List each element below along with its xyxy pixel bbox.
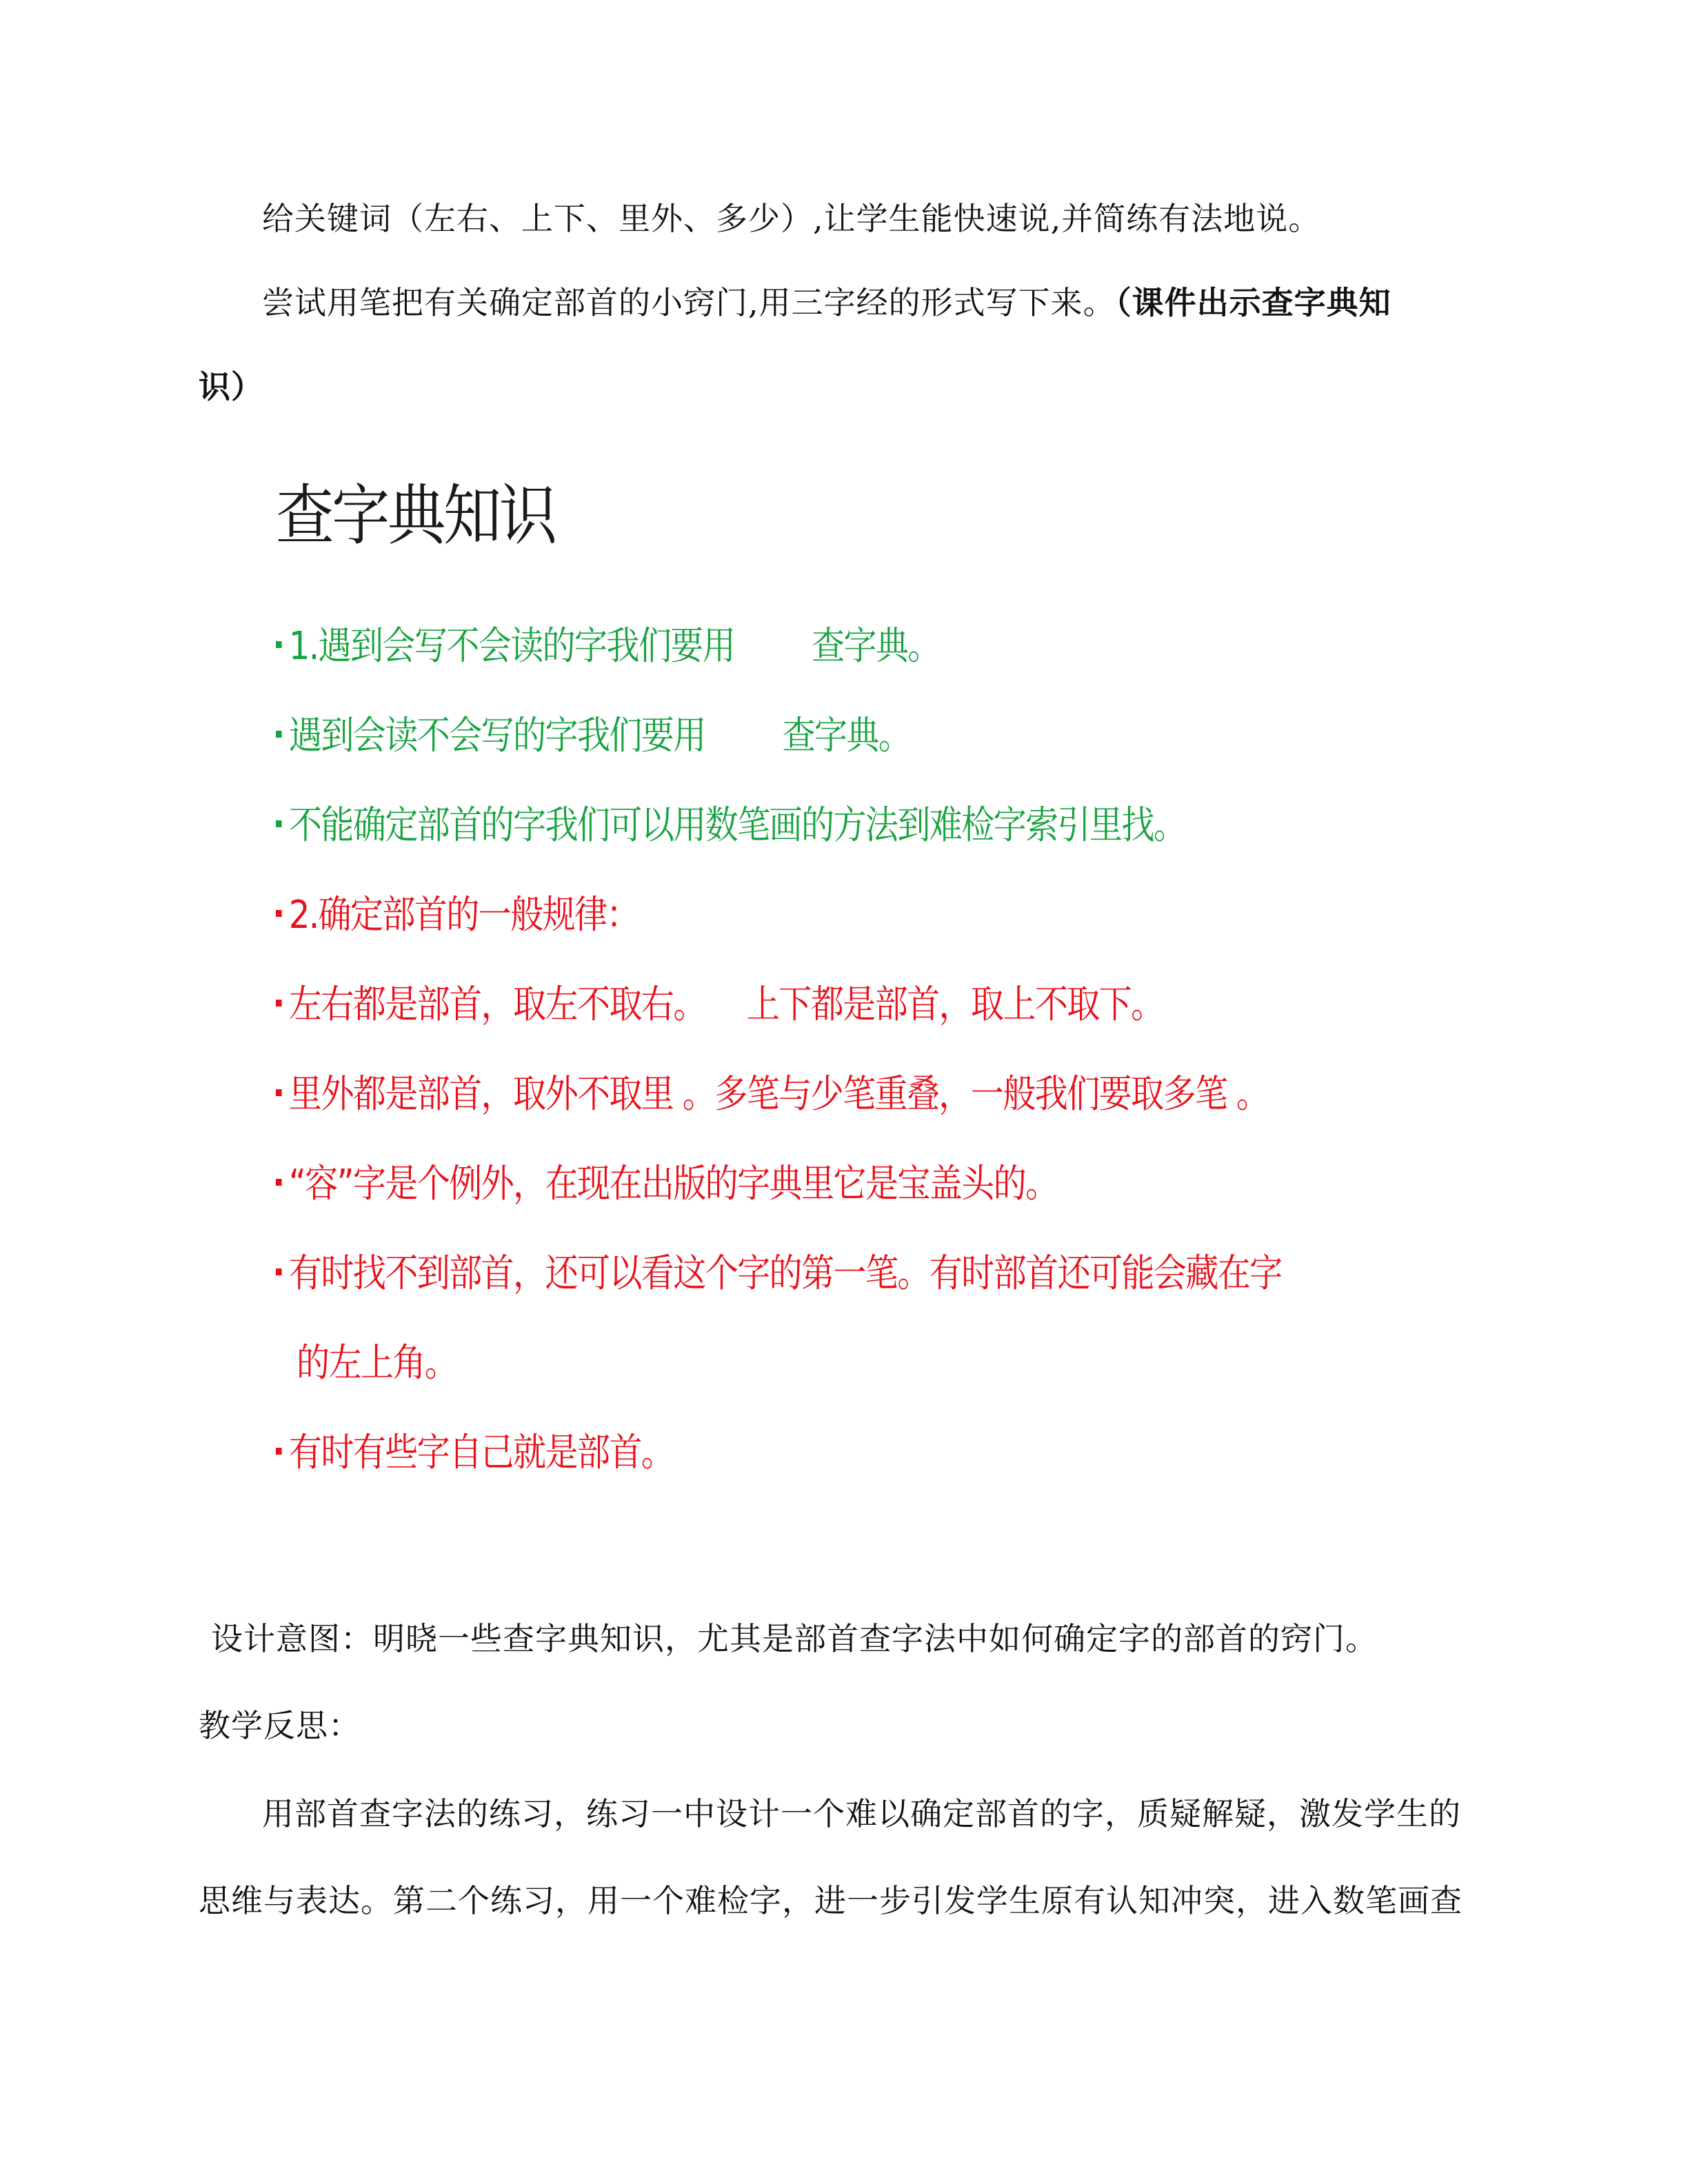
reflection-heading: 教学反思： bbox=[199, 1707, 361, 1744]
paragraph-keywords: 给关键词（左右、上下、里外、多少）,让学生能快速说,并简练有法地说。 bbox=[262, 200, 1321, 237]
bullet-text: 左右都是部首，取左不取右。 bbox=[288, 982, 705, 1027]
bullet-dot bbox=[276, 641, 282, 648]
bullet-text: 有时有些字自己就是部首。 bbox=[288, 1430, 674, 1475]
slide-title: 查字典知识 bbox=[276, 477, 555, 554]
bullet-dot bbox=[276, 1089, 282, 1096]
bullet-dot bbox=[276, 910, 282, 917]
bullet-8-continued: 的左上角。 bbox=[297, 1341, 457, 1386]
bullet-text: “容”字是个例外，在现在出版的字典里它是宝盖头的。 bbox=[288, 1162, 1058, 1206]
bullet-2 bbox=[276, 714, 911, 758]
paragraph-try-writing bbox=[262, 284, 1391, 322]
bullet-text: 里外都是部首，取外不取里 。多笔与少笔重叠，一般我们要取多笔 。 bbox=[288, 1072, 1269, 1117]
bullet-dot bbox=[276, 1448, 282, 1455]
paragraph-try-writing-text: 尝试用笔把有关确定部首的小窍门,用三字经的形式写下来。 bbox=[262, 284, 1116, 321]
bullet-dot bbox=[276, 1179, 282, 1186]
bullet-text-end: 查字典。 bbox=[811, 624, 940, 669]
courseware-note: （课件出示查字典知 bbox=[1115, 284, 1391, 321]
bullet-text: 2.确定部首的一般规律： bbox=[288, 893, 639, 938]
bullet-text: 1.遇到会写不会读的字我们要用 bbox=[288, 624, 735, 669]
bullet-4 bbox=[276, 893, 639, 938]
bullet-5 bbox=[276, 982, 1163, 1027]
bullet-3 bbox=[276, 803, 1186, 848]
bullet-dot bbox=[276, 1000, 282, 1007]
bullet-1 bbox=[276, 624, 940, 669]
bullet-dot bbox=[276, 731, 282, 738]
courseware-note-continued: 识） bbox=[199, 368, 263, 405]
bullet-text: 不能确定部首的字我们可以用数笔画的方法到难检字索引里找。 bbox=[288, 803, 1186, 848]
bullet-dot bbox=[276, 1268, 282, 1275]
bullet-9 bbox=[276, 1430, 674, 1475]
bullet-dot bbox=[276, 820, 282, 827]
reflection-paragraph-line-2: 思维与表达。第二个练习，用一个难检字，进一步引发学生原有认知冲突，进入数笔画查 bbox=[199, 1882, 1463, 1919]
design-intent: 设计意图：明晓一些查字典知识，尤其是部首查字法中如何确定字的部首的窍门。 bbox=[211, 1620, 1378, 1657]
slide-image bbox=[262, 455, 1282, 1517]
bullet-text-end: 查字典。 bbox=[782, 714, 911, 758]
bullet-8 bbox=[276, 1251, 1282, 1296]
bullet-text: 遇到会读不会写的字我们要用 bbox=[288, 714, 705, 758]
bullet-text: 有时找不到部首，还可以看这个字的第一笔。有时部首还可能会藏在字 bbox=[288, 1251, 1282, 1296]
reflection-paragraph-line-1: 用部首查字法的练习，练习一中设计一个难以确定部首的字，质疑解疑，激发学生的 bbox=[262, 1795, 1461, 1832]
bullet-text-end: 上下都是部首，取上不取下。 bbox=[746, 982, 1163, 1027]
bullet-7 bbox=[276, 1162, 1058, 1206]
bullet-6 bbox=[276, 1072, 1269, 1117]
